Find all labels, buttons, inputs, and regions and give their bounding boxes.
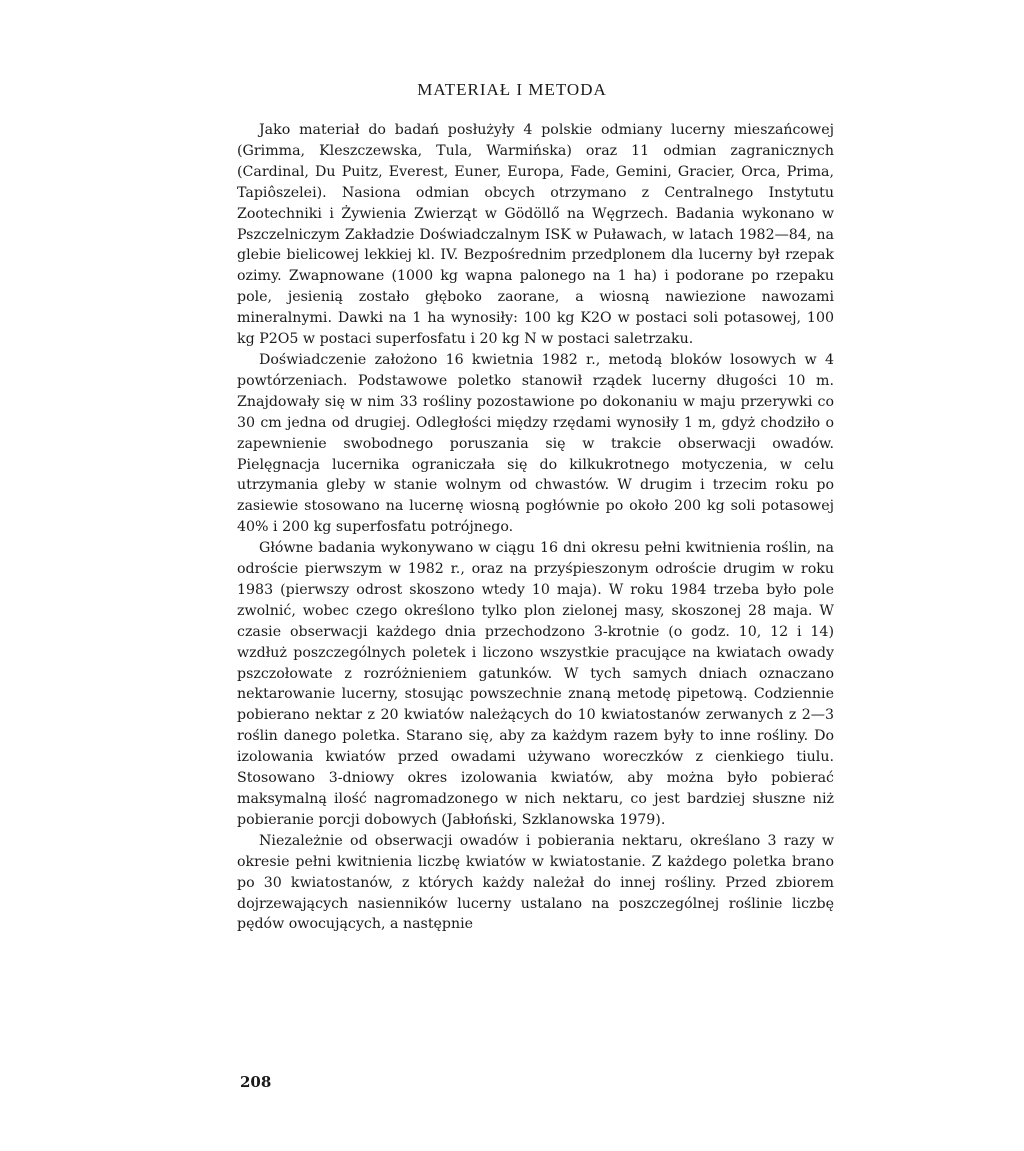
paragraph-inflorescence: Niezależnie od obserwacji owadów i pobierania nektaru, określano 3 razy w okresie pełni kwitnienia liczbę kwiatów w kwiatostanie. Z każdego poletka brano po 30 kwiatostanów, z których każdy należał do innej rośliny. Przed zbiorem dojrzewających nasienników lucerny ustalano na poszczególnej roślinie liczbę pędów owocujących, a następnie bbox=[237, 832, 834, 933]
paragraph-experiment: Doświadczenie założono 16 kwietnia 1982 r., metodą bloków losowych w 4 powtórzeniach. Podstawowe poletko stanowił rządek lucerny długości 10 m. Znajdowały się w nim 33 rośliny pozostawione po dokonaniu w maju przerywki co 30 cm jedna od drugiej. Odległości między rzędami wynosiły 1 m, gdyż chodziło o zapewnienie swobodnego poruszania się w trakcie obserwacji owadów. Pielęgnacja lucernika ograniczała się do kilkukrotnego motyczenia, w celu utrzymania gleby w stanie wolnym od chwastów. W drugim i trzecim roku po zasiewie stosowano na lucernę wiosną pogłównie po około 200 kg soli potasowej 40% i 200 kg superfosfatu potrójnego. bbox=[237, 351, 834, 536]
paragraph-materials: Jako materiał do badań posłużyły 4 polskie odmiany lucerny mieszańcowej (Grimma, Kleszczewska, Tula, Warmińska) oraz 11 odmian zagranicznych (Cardinal, Du Puitz, Everest, Euner, Europa, Fade, Gemini, Gracier, Orca, Prima, Tapiôszelei). Nasiona odmian obcych otrzymano z Centralnego Instytutu Zootechniki i Żywienia Zwierząt w Gödöllő na Węgrzech. Badania wykonano w Pszczelniczym Zakładzie Doświadczalnym ISK w Puławach, w latach 1982—84, na glebie bielicowej lekkiej kl. IV. Bezpośrednim przedplonem dla lucerny był rzepak ozimy. Zwapnowane (1000 kg wapna palonego na 1 ha) i podorane po rzepaku pole, jesienią zostało głęboko zaorane, a wiosną nawiezione nawozami mineralnymi. Dawki na 1 ha wynosiły: 100 kg K2O w postaci soli potasowej, 100 kg P2O5 w postaci superfosfatu i 20 kg N w postaci saletrzaku. bbox=[237, 122, 834, 348]
body-text bbox=[237, 120, 834, 935]
page-number: 208 bbox=[240, 1073, 272, 1091]
paragraph-observations: Główne badania wykonywano w ciągu 16 dni okresu pełni kwitnienia roślin, na odroście pierwszym w 1982 r., oraz na przyśpieszonym odroście drugim w roku 1983 (pierwszy odrost skoszono wtedy 10 maja). W roku 1984 trzeba było pole zwolnić, wobec czego określono tylko plon zielonej masy, skoszonej 28 maja. W czasie obserwacji każdego dnia przechodzono 3-krotnie (o godz. 10, 12 i 14) wzdłuż poszczególnych poletek i liczono wszystkie pracujące na kwiatach owady pszczołowate z rozróżnieniem gatunków. W tych samych dniach oznaczano nektarowanie lucerny, stosując powszechnie znaną metodę pipetową. Codziennie pobierano nektar z 20 kwiatów należących do 10 kwiatostanów zerwanych z 2—3 roślin danego poletka. Starano się, aby za każdym razem były to inne rośliny. Do izolowania kwiatów przed owadami używano woreczków z cienkiego tiulu. Stosowano 3-dniowy okres izolowania kwiatów, aby można było pobierać maksymalną ilość nagromadzonego w nich nektaru, co jest bardziej słuszne niż pobieranie porcji dobowych (Jabłoński, Szklanowska 1979). bbox=[237, 540, 834, 828]
section-heading: MATERIAŁ I METODA bbox=[417, 80, 607, 99]
